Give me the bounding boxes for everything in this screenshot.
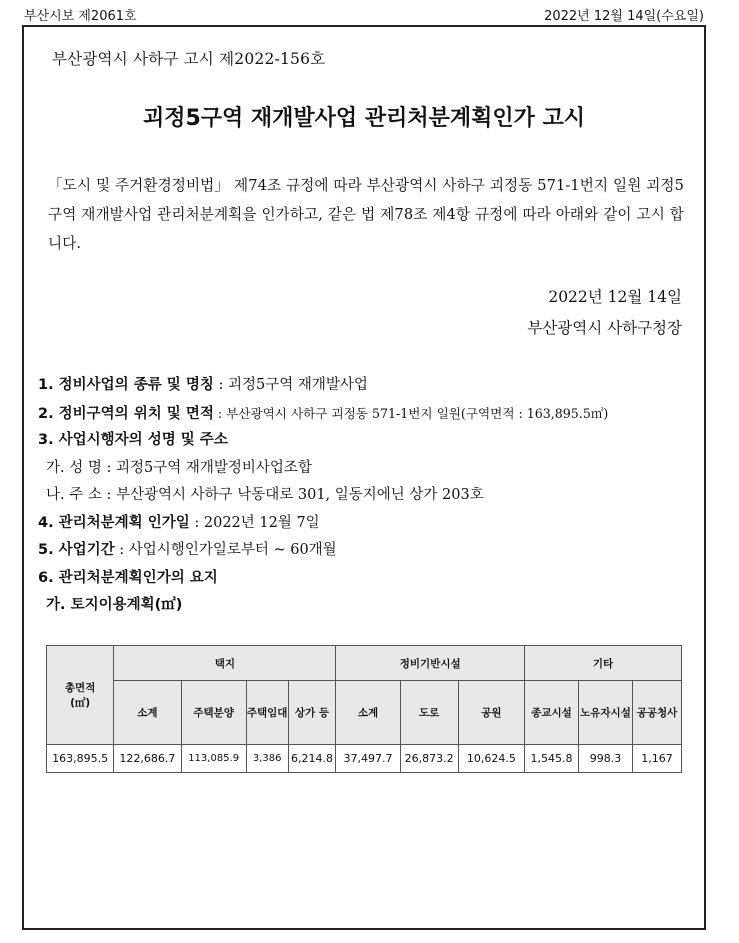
item-2-label: 2. 정비구역의 위치 및 면적 (38, 405, 214, 422)
cell-elderly-facility: 998.3 (578, 745, 632, 773)
item-6a (38, 592, 708, 620)
item-4-value: : 2022년 12월 7일 (189, 514, 320, 531)
item-2-value: : 부산광역시 사하구 괴정동 571-1번지 일원(구역면적 : 163,895.5㎡) (213, 405, 609, 421)
notice-frame (22, 27, 706, 930)
header-public-office: 공공청사 (633, 681, 682, 745)
header-residential: 택지 (114, 646, 336, 681)
land-use-table (46, 645, 682, 773)
notice-title: 괴정5구역 재개발사업 관리처분계획인가 고시 (142, 106, 586, 131)
cell-public-office: 1,167 (633, 745, 682, 773)
cell-road: 26,873.2 (400, 745, 458, 773)
item-6a-text: 가. 토지이용계획(㎡) (46, 597, 183, 613)
item-5-value: : 사업시행인가일로부터 ~ 60개월 (114, 542, 337, 558)
item-4-label: 4. 관리처분계획 인가일 (38, 514, 190, 531)
header-total-area-label: 총면적 (64, 682, 96, 694)
header-other: 기타 (524, 646, 681, 681)
header-total-area (47, 646, 114, 745)
header-elderly-facility: 노유자시설 (578, 681, 632, 745)
item-5-label: 5. 사업기간 (38, 542, 115, 558)
item-1-value: : 괴정5구역 재개발사업 (213, 377, 368, 393)
item-3b-text: 나. 주 소 : 부산광역시 사하구 낙동대로 301, 일동지에닌 상가 203호 (46, 487, 484, 503)
header-park: 공원 (458, 681, 524, 745)
item-3b (38, 482, 708, 510)
header-subtotal-infra: 소계 (336, 681, 400, 745)
publication-date: 2022년 12월 14일(수요일) (544, 9, 704, 24)
header-housing-sale: 주택분양 (181, 681, 246, 745)
cell-religious: 1,545.8 (524, 745, 578, 773)
header-road: 도로 (400, 681, 458, 745)
header-infrastructure: 정비기반시설 (336, 646, 525, 681)
table-row (47, 745, 682, 773)
cell-subtotal-infra: 37,497.7 (336, 745, 400, 773)
cell-housing-sale: 113,085.9 (181, 745, 246, 773)
publication-number: 부산시보 제2061호 (24, 9, 137, 24)
cell-housing-rent: 3,386 (246, 745, 288, 773)
notice-number: 부산광역시 사하구 고시 제2022-156호 (52, 50, 326, 68)
cell-total: 163,895.5 (47, 745, 114, 773)
header-housing-rent: 주택임대 (246, 681, 288, 745)
item-3a-text: 가. 성 명 : 괴정5구역 재개발정비사업조합 (46, 459, 312, 476)
header-commercial: 상가 등 (288, 681, 336, 745)
header-subtotal-residential: 소계 (114, 681, 181, 745)
header-religious: 종교시설 (524, 681, 578, 745)
item-1-label: 1. 정비사업의 종류 및 명칭 (38, 377, 214, 393)
item-4 (38, 510, 708, 538)
publication-header (22, 0, 706, 27)
item-5 (38, 537, 708, 565)
notice-date: 2022년 12월 14일 (548, 288, 682, 306)
header-total-area-unit: (㎡) (70, 697, 91, 709)
cell-subtotal-residential: 122,686.7 (114, 745, 181, 773)
cell-park: 10,624.5 (458, 745, 524, 773)
item-1 (38, 372, 708, 400)
notice-items (38, 372, 708, 620)
item-6 (38, 565, 708, 593)
notice-body: 「도시 및 주거환경정비법」 제74조 규정에 따라 부산광역시 사하구 괴정동 571-1번지 일원 괴정5구역 재개발사업 관리처분계획을 인가하고, 같은 법 제78조 제4항 규정에 따라 아래와 같이 고시 합니다. (48, 177, 684, 252)
item-3 (38, 427, 708, 455)
cell-commercial: 6,214.8 (288, 745, 336, 773)
notice-issuer: 부산광역시 사하구청장 (527, 319, 682, 337)
item-3a (38, 455, 708, 483)
item-2 (38, 400, 708, 428)
item-6-label: 6. 관리처분계획인가의 요지 (38, 569, 218, 586)
item-3-label: 3. 사업시행자의 성명 및 주소 (38, 432, 228, 448)
